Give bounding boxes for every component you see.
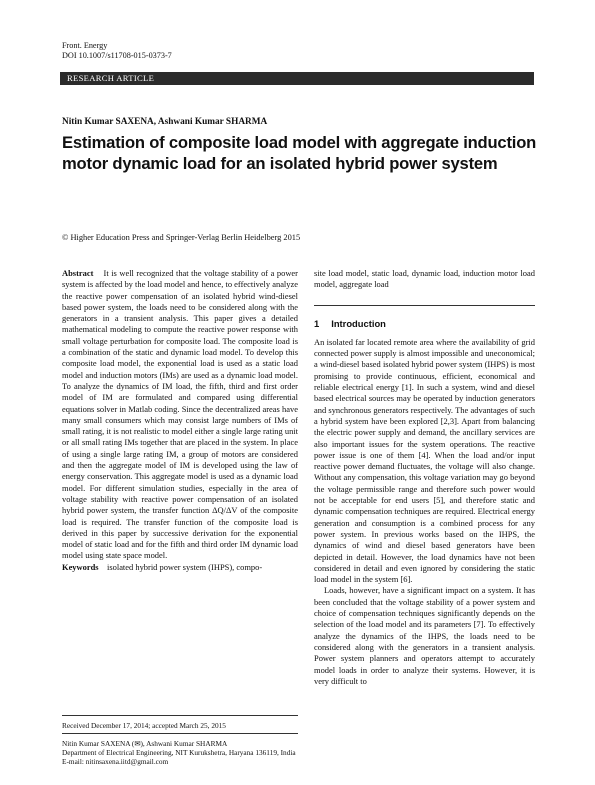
intro-paragraph-2: Loads, however, have a significant impact on a system. It has been concluded that the voltage stability of a power system and choice of compensation techniques significantly depends on the selection of the load model and its parameters [7]. To effectively analyze the dynamics of the IHPS, the loads need to be considered along with the generators in a transient analysis. Power system planners and operators attempt to accurately model loads in order to analyze their systems. However, it is very difficult to [314,585,535,686]
keywords-continued: site load model, static load, dynamic load, induction motor load model, aggregate load [314,268,535,290]
left-column [62,268,298,573]
corresponding-authors: Nitin Kumar SAXENA (✉), Ashwani Kumar SHARMA [62,739,228,748]
right-column [314,268,535,687]
journal-name: Front. Energy [62,41,108,50]
article-type-banner: RESEARCH ARTICLE [60,72,534,85]
doi: DOI 10.1007/s11708-015-0373-7 [62,51,172,60]
section-number: 1 [314,317,320,329]
email: E-mail: nitinsaxena.iitd@gmail.com [62,757,169,766]
intro-paragraph-1: An isolated far located remote area where the availability of grid connected power supply is almost impossible and uneconomical; a wind-diesel based isolated hybrid power system (IHPS) is most promising to provide continuous, efficient, economical and reliable electrical energy [1]. In such a system, wind and diesel based electrical sources may be operated by induction generators and synchronous generators respectively. The advantages of such a hybrid system have been explored [2,3]. Apart from balancing the electric power supply and demand, the ancillary services are also important issues for the system operations. The reactive power issue is one of them [4]. When the load and/or input reactive power demand fluctuates, the voltage will also change. Without any compensation, this voltage variation may go beyond the voltage permissible range and therefore such power would not be acceptable for end users [5], and therefore static and dynamic compensation techniques are required. Electrical energy generation and consumption is a combined process for any power system. In previous works based on the IHPS, the dynamics of wind and diesel based generators have been depicted in detail. However, the load dynamics have not been considered in detail and even ignored by considering the static load model in the system [6]. [314,336,535,585]
keywords-label: Keywords [62,561,99,572]
author-list: Nitin Kumar SAXENA, Ashwani Kumar SHARMA [62,117,268,127]
section-title: Introduction [331,317,386,329]
abstract [62,268,298,562]
keywords [62,562,298,573]
abstract-label: Abstract [62,268,94,278]
paper-title: Estimation of composite load model with aggregate induction motor dynamic load for an isolated hybrid power system [62,133,537,173]
section-heading [314,305,535,329]
received-dates: Received December 17, 2014; accepted March 25, 2015 [62,721,226,730]
footnote-divider [62,715,298,716]
affiliation: Department of Electrical Engineering, NIT Kurukshetra, Haryana 136119, India [62,748,296,757]
footnote-divider-2 [62,733,298,734]
copyright-notice: © Higher Education Press and Springer-Verlag Berlin Heidelberg 2015 [62,233,301,242]
abstract-text: It is well recognized that the voltage stability of a power system is affected by the load model and hence, to effectively analyze the reactive power compensation of an isolated hybrid wind-diesel based power system, the loads need to be considered along with the generators in a transient analysis. This paper gives a detailed mathematical modeling to compute the reactive power response with small voltage perturbation for composite load. The composite load is a combination of the static and dynamic load model. To develop this composite load model, the exponential load is used as a static load model and induction motors (IMs) are used as a dynamic load model. To analyze the dynamics of IM load, the fifth, third and first order model of IM are formulated and compared using differential equations solver in Matlab coding. Since the decentralized areas have many small consumers which may consist large numbers of IMs of small rating, it is not realistic to model either a single large rating unit or all small rating IMs together that are placed in the system. In place of using a single large rating IM, a group of motors are considered and then the aggregate model of IM is developed using the law of energy conservation. This aggregate model is used as a dynamic load model. For different simulation studies, especially in the area of voltage stability with reactive power compensation of an isolated hybrid power system, the transfer function ΔQ/ΔV of the composite load is required. The transfer function of the composite load is derived in this paper by successive derivation for the exponential model of static load and for the fifth and third order IM dynamic load model using state space model. [62,268,298,561]
footnotes [62,712,298,766]
journal-info [62,41,172,61]
keywords-text-left: isolated hybrid power system (IHPS), compo- [107,561,263,572]
